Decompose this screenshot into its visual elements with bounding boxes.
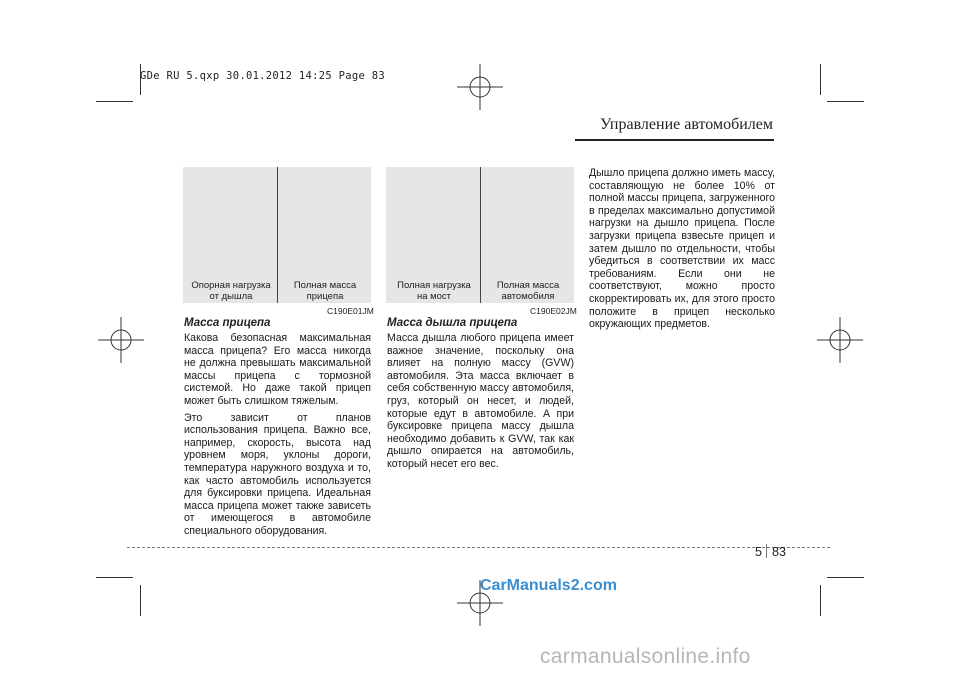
- paragraph: Масса дышла любого прицепа имеет важное значение, поскольку она влияет на полную массу (GVW) автомобиля. Эта масса включает в себя собственную массу автомобиля, груз, который он несет, и людей, которые едут в автомобиле. А при буксировке прицепа массу дышла необходимо добавить к GVW, так как дышло опирается на автомобиль, который несет его вес.: [387, 332, 574, 470]
- page-number: 83: [772, 545, 786, 559]
- trim-mark-bottom-left-v: [140, 585, 141, 616]
- section-title-rule: [575, 139, 774, 141]
- watermark-carmanuals2: CarManuals2.com: [480, 577, 617, 594]
- trim-mark-bottom-right-v: [820, 585, 821, 616]
- print-slug: GDe RU 5.qxp 30.01.2012 14:25 Page 83: [140, 70, 385, 82]
- figure-code: C190E02JM: [530, 306, 577, 316]
- column-trailer-weight: [184, 317, 371, 542]
- figure-label-axle-load: Полная нагрузка на мост: [397, 280, 471, 302]
- registration-mark-top-icon: [455, 62, 505, 112]
- registration-mark-right-icon: [815, 315, 865, 365]
- trim-mark-top-right-v: [820, 64, 821, 95]
- figure-divider: [277, 167, 278, 303]
- figure-label-gross-vehicle-weight: Полная масса автомобиля: [496, 280, 560, 302]
- figure-label-tongue-load: Опорная нагрузка от дышла: [191, 280, 271, 302]
- paragraph: Дышло прицепа должно иметь массу, составляющую не более 10% от полной массы прицепа, загруженного в пределах максимально допустимой нагрузки на дышло прицепа. После загрузки прицепа взвесьте прицеп и затем дышло по отдельности, чтобы убедиться в соответствии их масс требованиям. Если они не соответствуют, можно просто скорректировать их, для этого просто положите в прицеп несколько окружающих предметов.: [589, 167, 775, 331]
- column-tongue-ratio: [589, 167, 775, 335]
- section-heading: Масса дышла прицепа: [387, 317, 518, 329]
- trim-mark-top-right-h: [827, 101, 864, 102]
- paragraph: Это зависит от планов использования прицепа. Важно все, например, скорость, высота над уровнем моря, уклоны дороги, температура наружного воздуха и то, как часто автомобиль используется для буксировки прицепа. Идеальная масса прицепа может также зависеть от имеющегося в автомобиле специального оборудования.: [184, 411, 371, 537]
- trim-mark-top-left-h: [96, 101, 133, 102]
- figure-trailer-mass: [183, 167, 371, 303]
- figure-label-gross-trailer-weight: Полная масса прицепа: [293, 280, 357, 302]
- figure-tongue-weight: [386, 167, 574, 303]
- watermark-carmanualsonline: carmanualsonline.info: [540, 645, 751, 668]
- column-tongue-weight: [387, 317, 574, 475]
- footer-dashed-rule: [127, 547, 830, 548]
- trim-mark-bottom-left-h: [96, 577, 133, 578]
- section-heading: Масса прицепа: [184, 317, 271, 329]
- figure-code: C190E01JM: [327, 306, 374, 316]
- paragraph: Какова безопасная максимальная масса прицепа? Его масса никогда не должна превышать максимальной массы прицепа с тормозной системой. Но даже такой прицеп может быть слишком тяжелым.: [184, 332, 371, 407]
- figure-divider: [480, 167, 481, 303]
- trim-mark-bottom-right-h: [827, 577, 864, 578]
- section-title: Управление автомобилем: [599, 116, 773, 133]
- chapter-number: 5: [755, 545, 762, 559]
- registration-mark-left-icon: [96, 315, 146, 365]
- page-number-separator: [766, 544, 767, 558]
